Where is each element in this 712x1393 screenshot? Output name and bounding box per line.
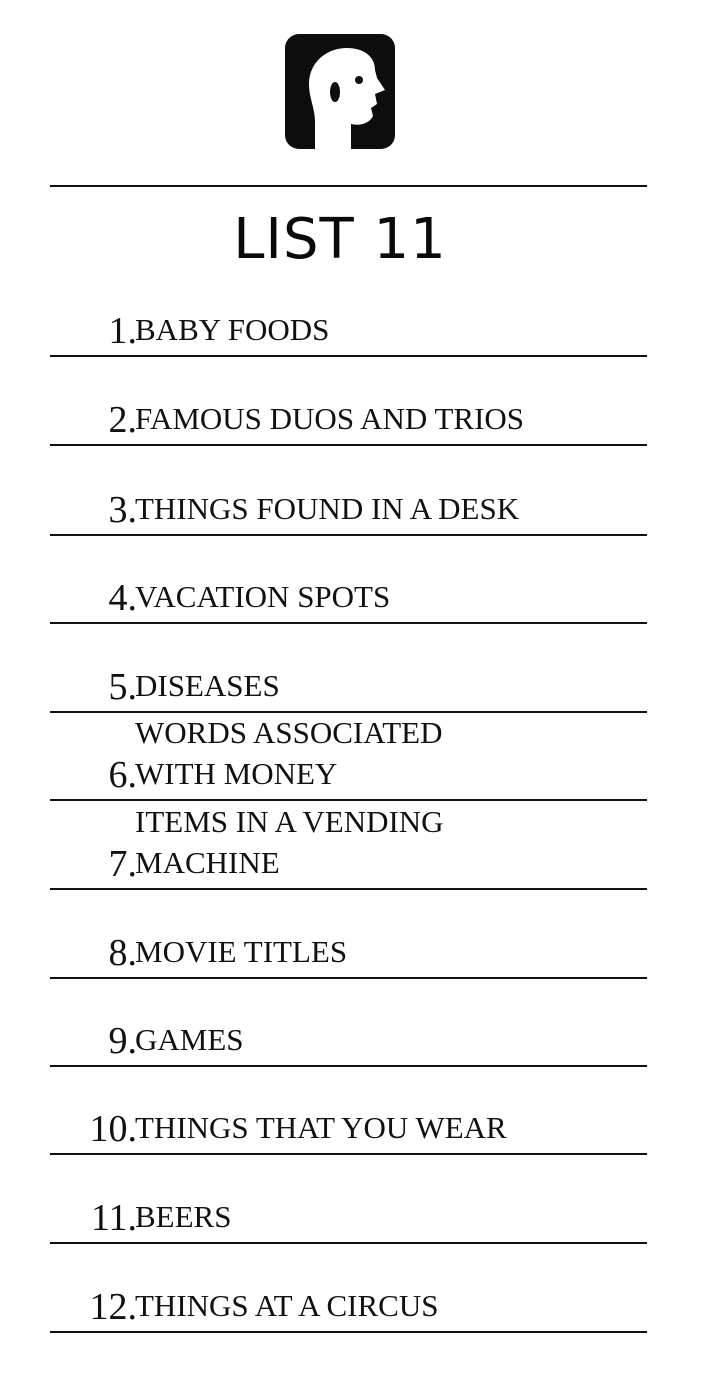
item-underline	[50, 444, 647, 446]
item-label-line1: WORDS ASSOCIATED	[135, 715, 443, 750]
item-number: 10.	[89, 1108, 137, 1150]
item-underline	[50, 1153, 647, 1155]
item-underline	[50, 534, 647, 536]
item-number: 2.	[108, 399, 137, 441]
logo	[285, 34, 395, 149]
item-underline	[50, 355, 647, 357]
item-label: THINGS FOUND IN A DESK	[135, 491, 520, 526]
item-underline	[50, 1331, 647, 1333]
item-label: VACATION SPOTS	[135, 579, 391, 614]
item-label: BEERS	[135, 1199, 232, 1234]
item-label-line2: MACHINE	[135, 845, 280, 880]
item-label: FAMOUS DUOS AND TRIOS	[135, 401, 525, 436]
item-label: GAMES	[135, 1022, 244, 1057]
item-underline	[50, 799, 647, 801]
item-number: 1.	[108, 310, 137, 352]
item-number: 8.	[108, 932, 137, 974]
item-label-line2: WITH MONEY	[135, 756, 338, 791]
item-label: MOVIE TITLES	[135, 934, 348, 969]
item-underline	[50, 1065, 647, 1067]
item-number: 11.	[90, 1197, 137, 1239]
item-underline	[50, 1242, 647, 1244]
item-underline	[50, 622, 647, 624]
item-number: 7.	[108, 843, 137, 885]
item-number: 4.	[108, 577, 137, 619]
item-label: THINGS AT A CIRCUS	[135, 1288, 439, 1323]
item-number: 5.	[108, 666, 137, 708]
item-number: 6.	[108, 754, 137, 796]
item-number: 9.	[108, 1020, 137, 1062]
face-profile-icon	[285, 34, 395, 149]
top-divider	[50, 185, 647, 187]
item-number: 12.	[89, 1286, 137, 1328]
item-label: DISEASES	[135, 668, 280, 703]
item-underline	[50, 977, 647, 979]
item-number: 3.	[108, 489, 137, 531]
item-underline	[50, 888, 647, 890]
item-label-line1: ITEMS IN A VENDING	[135, 804, 444, 839]
item-label: BABY FOODS	[135, 312, 330, 347]
list-title: LIST 11	[233, 207, 447, 272]
item-label: THINGS THAT YOU WEAR	[135, 1110, 507, 1145]
